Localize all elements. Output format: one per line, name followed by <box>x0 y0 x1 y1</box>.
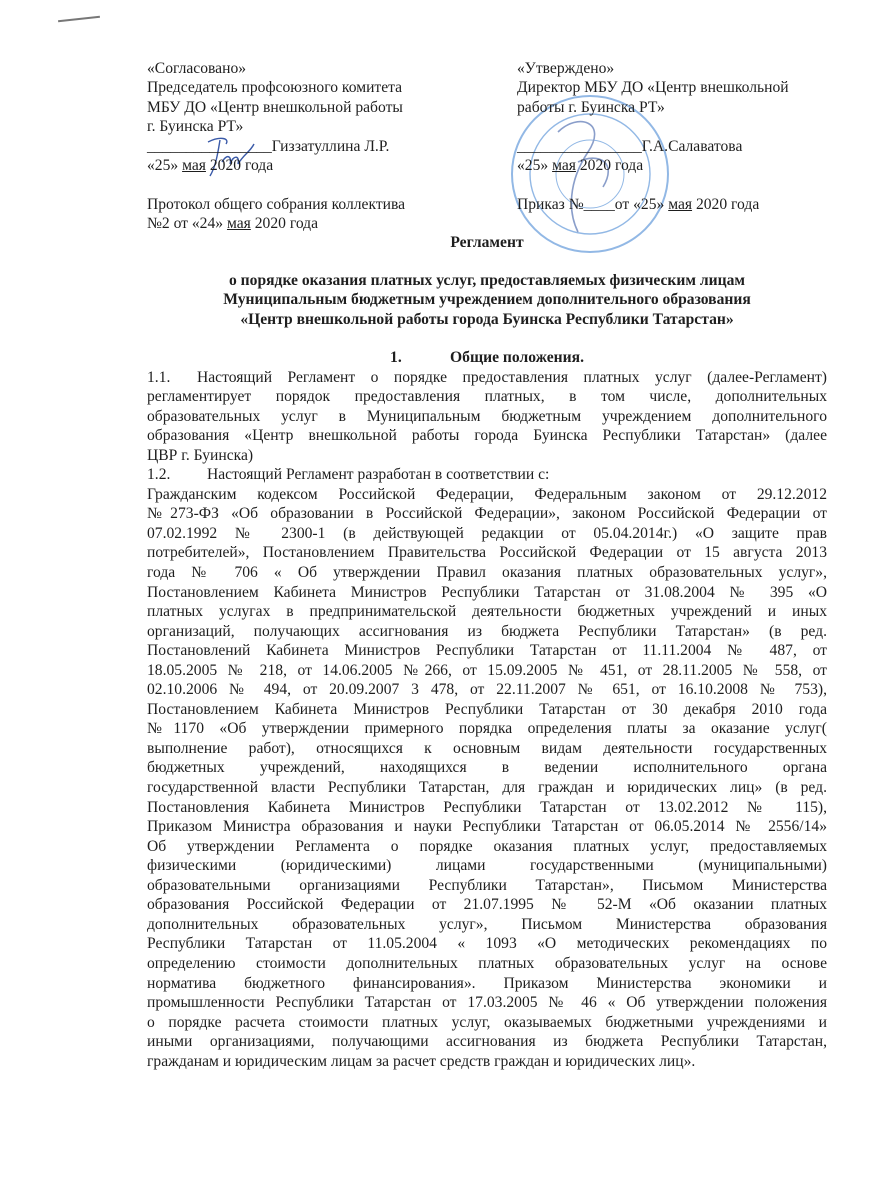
order-blank: ____ <box>583 195 615 213</box>
body-line: года № 706 « Об утверждении Правил оказания платных образовательных услуг», <box>147 564 827 582</box>
protocol-number: №2 от «24» <box>147 215 227 233</box>
protocol-line: Протокол общего собрания коллектива <box>147 195 406 213</box>
body-line: норматива бюджетного финансирования». Приказом Министерства экономики и <box>147 974 827 992</box>
date-month: мая <box>552 156 576 174</box>
body-line: образовательных услуг в Муниципальным бюджетным учреждением дополнительного <box>147 407 827 425</box>
date-day: «25» <box>147 156 183 174</box>
approval-left <box>147 59 507 234</box>
document-body <box>147 368 827 1072</box>
body-line: гражданам и юридическим лицам за расчет средств граждан и юридических лиц». <box>147 1052 696 1070</box>
approval-right-position: работы г. Буинска РТ» <box>517 98 665 116</box>
approval-right-signature-line <box>517 137 827 156</box>
spacer <box>147 175 507 194</box>
approval-right-date <box>517 156 827 175</box>
body-line: дополнительных образовательных услуг», Письмом Министерства образования <box>147 915 827 933</box>
paragraph-number: 1.2. <box>147 466 171 484</box>
body-line: ЦВР г. Буинска) <box>147 446 254 464</box>
body-line: Постановлений Кабинета Министров Республики Татарстан от 11.11.2004 № 487, от <box>147 642 827 660</box>
body-line: Настоящий Регламент разработан в соответствии с: <box>207 466 550 484</box>
body-line: 18.05.2005 № 218, от 14.06.2005 №266, от 15.09.2005 № 451, от 28.11.2005 № 558, от <box>147 661 827 679</box>
body-line: выполнение работ), относящихся к основным видам деятельности государственных <box>147 739 827 757</box>
body-line: регламентирует порядок предоставления платных, в том числе, дополнительных <box>147 388 827 406</box>
date-month: мая <box>182 156 206 174</box>
protocol-date <box>147 214 507 233</box>
approval-left-position: г. Буинска РТ» <box>147 118 244 136</box>
body-line: №1170 «Об утверждении примерного порядка определения платы за оказание услуг( <box>147 720 827 738</box>
body-line: определению стоимости дополнительных платных образовательных услуг на основе <box>147 954 827 972</box>
signature-blank: ________________ <box>147 137 272 155</box>
approval-left-signature-line <box>147 137 507 156</box>
document-page <box>147 59 827 1071</box>
body-line: Об утверждении Регламента о порядке оказания платных услуг, предоставляемых <box>147 837 827 855</box>
spacer <box>517 175 827 194</box>
signer-name: Г.А.Салаватова <box>641 137 743 155</box>
date-day: «25» <box>517 156 553 174</box>
approval-right <box>517 59 827 234</box>
signer-name: Гиззатуллина Л.Р. <box>271 137 390 155</box>
order-label: Приказ № <box>517 195 584 213</box>
body-line: бюджетных учреждений, находящихся в ведении исполнительного органа <box>147 759 827 777</box>
subtitle-line: о порядке оказания платных услуг, предоставляемых физическим лицам <box>228 271 746 289</box>
scan-artifact <box>58 16 100 22</box>
order-line <box>517 195 827 214</box>
body-line: платных услугах в предпринимательской деятельности бюджетных учреждений и иных <box>147 603 827 621</box>
order-from: от «25» <box>614 195 669 213</box>
spacer <box>517 117 827 136</box>
body-line: физическими (юридическими) лицами государственными (муниципальными) <box>147 857 827 875</box>
body-line: организаций, получающих ассигнования из бюджета Республики Татарстан» (в ред. <box>147 622 827 640</box>
paragraph-number: 1.1. <box>147 368 171 386</box>
body-line: Постановлением Кабинета Министров Республики Татарстан от 31.08.2004 № 395 «О <box>147 583 827 601</box>
body-line: Постановлением Кабинета Министров Республики Татарстан от 30 декабря 2010 года <box>147 700 827 718</box>
body-line: о порядке расчета стоимости платных услуг, оказываемых бюджетными учреждениями и <box>147 1013 827 1031</box>
body-line: Постановления Кабинета Министров Республики Татарстан от 13.02.2012 № 115), <box>147 798 827 816</box>
date-year: 2020 года <box>575 156 644 174</box>
approval-left-position: МБУ ДО «Центр внешкольной работы <box>147 98 403 116</box>
body-line: Гражданским кодексом Российской Федерации, Федеральным законом от 29.12.2012 <box>147 485 827 503</box>
protocol-month: мая <box>226 215 251 233</box>
numbered-line <box>147 368 827 388</box>
body-line: потребителей», Постановлением Правительства Российской Федерации от 15 августа 2013 <box>147 544 827 562</box>
approval-left-position: Председатель профсоюзного комитета <box>147 79 403 97</box>
body-line: 02.10.2006 № 494, от 20.09.2007 3 478, от 22.11.2007 № 651, от 16.10.2008 № 753), <box>147 681 827 699</box>
body-line: Республики Татарстан от 11.05.2004 « 1093 «О методических рекомендациях по <box>147 935 827 953</box>
body-line: промышленности Республики Татарстан от 17.03.2005 № 46 « Об утверждении положения <box>147 994 827 1012</box>
body-line: образования Российской Федерации от 21.07.1995 № 52-М «Об оказании платных <box>147 896 827 914</box>
body-line: Настоящий Регламент о порядке предоставления платных услуг (далее-Регламент) <box>197 368 827 386</box>
body-line: №273-ФЗ «Об образовании в Российской Федерации», законом Российской Федерации от <box>147 505 827 523</box>
body-line: иными организациями, получающими ассигнования из бюджета Республики Татарстан, <box>147 1033 827 1051</box>
subtitle-line: Муниципальным бюджетным учреждением дополнительного образования <box>223 291 751 309</box>
protocol-year: 2020 года <box>250 215 319 233</box>
body-line: образовательными организациями Республики Татарстан», Письмом Министерства <box>147 876 827 894</box>
body-line: государственной власти Республики Татарстан, для граждан и юридических лиц» (в ред. <box>147 779 827 797</box>
order-year: 2020 года <box>692 195 760 213</box>
numbered-line <box>147 465 827 485</box>
approval-header <box>147 59 827 234</box>
section-title: Общие положения. <box>450 349 584 367</box>
body-line: образования «Центр внешкольной работы города Буинска Республики Татарстан» (далее <box>147 427 827 445</box>
body-line: 07.02.1992 № 2300-1 (в действующей редакции от 05.04.2014г.) «О защите прав <box>147 524 827 542</box>
signature-blank: ________________ <box>517 137 642 155</box>
date-year: 2020 года <box>205 156 274 174</box>
subtitle-line: «Центр внешкольной работы города Буинска Республики Татарстан» <box>240 310 734 328</box>
approval-left-heading: «Согласовано» <box>147 60 247 77</box>
approval-right-heading: «Утверждено» <box>517 60 615 77</box>
document-title: Регламент <box>450 233 524 251</box>
document-subtitle <box>147 271 827 329</box>
approval-left-date <box>147 156 507 175</box>
order-month: мая <box>668 195 693 213</box>
approval-right-position: Директор МБУ ДО «Центр внешкольной <box>517 79 789 97</box>
section-heading <box>147 348 827 367</box>
section-number: 1. <box>390 349 402 367</box>
body-line: Приказом Министра образования и науки Республики Татарстан от 06.05.2014 № 2556/14» <box>147 818 827 836</box>
